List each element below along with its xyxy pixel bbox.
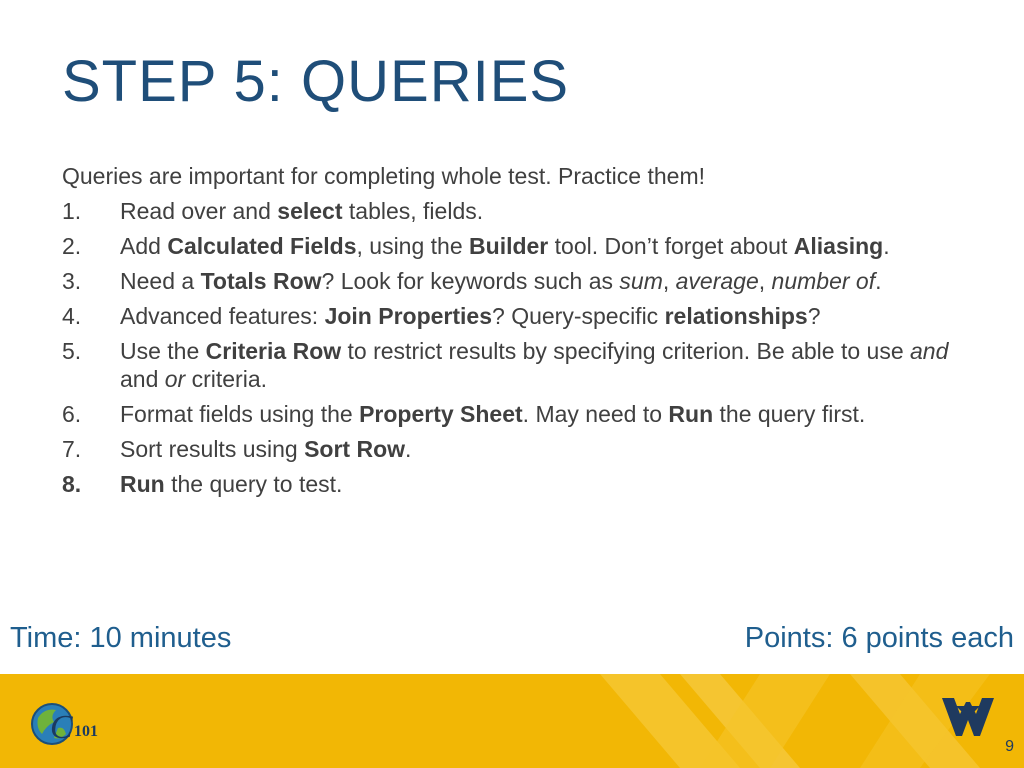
list-item-text bbox=[120, 470, 962, 498]
text-run: ? Query-specific bbox=[492, 303, 665, 329]
cs101-logo-letter: C bbox=[50, 709, 73, 746]
bold-term: Property Sheet bbox=[359, 401, 523, 427]
list-item-text bbox=[120, 302, 962, 330]
list-item-number: 6. bbox=[62, 401, 82, 427]
italic-term: average bbox=[675, 268, 759, 294]
list-item-text bbox=[120, 197, 962, 225]
text-run: Advanced features: bbox=[120, 303, 325, 329]
bold-term: Aliasing bbox=[793, 233, 884, 259]
italic-term: sum bbox=[619, 268, 663, 294]
bold-term: relationships bbox=[664, 303, 808, 329]
numbered-list bbox=[62, 197, 962, 498]
text-run: criteria. bbox=[185, 366, 268, 392]
list-item-number: 2. bbox=[62, 233, 82, 259]
bold-term: Sort Row bbox=[304, 436, 406, 462]
bold-term: Run bbox=[120, 471, 165, 497]
text-run: . May need to bbox=[522, 401, 669, 427]
list-item-text bbox=[120, 400, 962, 428]
italic-term: number of bbox=[771, 268, 876, 294]
text-run: Need a bbox=[120, 268, 201, 294]
text-run: Sort results using bbox=[120, 436, 305, 462]
text-run: . bbox=[883, 233, 890, 259]
text-run: and bbox=[120, 366, 165, 392]
band-stripes bbox=[0, 674, 1024, 768]
intro-text: Queries are important for completing whole test. Practice them! bbox=[62, 163, 706, 189]
list-item bbox=[62, 337, 962, 393]
list-item-text bbox=[120, 267, 962, 295]
text-run: Format fields using the bbox=[120, 401, 360, 427]
list-item-text bbox=[120, 435, 962, 463]
list-item-number: 7. bbox=[62, 436, 82, 462]
slide-title: STEP 5: QUERIES bbox=[62, 49, 570, 114]
text-run: Read over and bbox=[120, 198, 278, 224]
text-run: ? Look for keywords such as bbox=[321, 268, 620, 294]
text-run: . bbox=[875, 268, 882, 294]
bold-term: Calculated Fields bbox=[167, 233, 357, 259]
page-number: 9 bbox=[1005, 738, 1014, 755]
text-run: the query to test. bbox=[164, 471, 343, 497]
list-item bbox=[62, 302, 962, 330]
bold-term: select bbox=[277, 198, 343, 224]
italic-term: and bbox=[910, 338, 949, 364]
list-item-text bbox=[120, 232, 962, 260]
list-item-number: 5. bbox=[62, 338, 82, 364]
text-run: tool. Don’t forget about bbox=[548, 233, 794, 259]
italic-term: or bbox=[164, 366, 186, 392]
list-item bbox=[62, 470, 962, 498]
slide-body bbox=[62, 162, 962, 505]
list-item-text bbox=[120, 337, 962, 393]
bold-term: Run bbox=[668, 401, 714, 427]
wv-logo bbox=[940, 696, 996, 743]
list-item-number: 1. bbox=[62, 198, 82, 224]
bold-term: Totals Row bbox=[200, 268, 322, 294]
list-item bbox=[62, 400, 962, 428]
list-item-number: 3. bbox=[62, 268, 82, 294]
text-run: , using the bbox=[356, 233, 470, 259]
bold-term: Criteria Row bbox=[205, 338, 342, 364]
cs101-logo-number: 101 bbox=[74, 723, 98, 740]
footer-band bbox=[0, 674, 1024, 768]
list-item bbox=[62, 232, 962, 260]
list-item bbox=[62, 435, 962, 463]
text-run: ? bbox=[807, 303, 821, 329]
text-run: Add bbox=[120, 233, 168, 259]
points-label: Points: 6 points each bbox=[744, 622, 1014, 654]
bold-term: Builder bbox=[469, 233, 549, 259]
text-run: , bbox=[758, 268, 772, 294]
text-run: to restrict results by specifying criterion. Be able to use bbox=[341, 338, 910, 364]
list-item bbox=[62, 267, 962, 295]
text-run: Use the bbox=[120, 338, 206, 364]
list-item-number: 8. bbox=[62, 471, 82, 497]
text-run: . bbox=[405, 436, 412, 462]
time-label: Time: 10 minutes bbox=[10, 622, 232, 654]
cs101-logo bbox=[30, 698, 110, 753]
text-run: the query first. bbox=[713, 401, 866, 427]
text-run: tables, fields. bbox=[342, 198, 484, 224]
bold-term: Join Properties bbox=[324, 303, 493, 329]
list-item bbox=[62, 197, 962, 225]
text-run: , bbox=[662, 268, 676, 294]
list-item-number: 4. bbox=[62, 303, 82, 329]
